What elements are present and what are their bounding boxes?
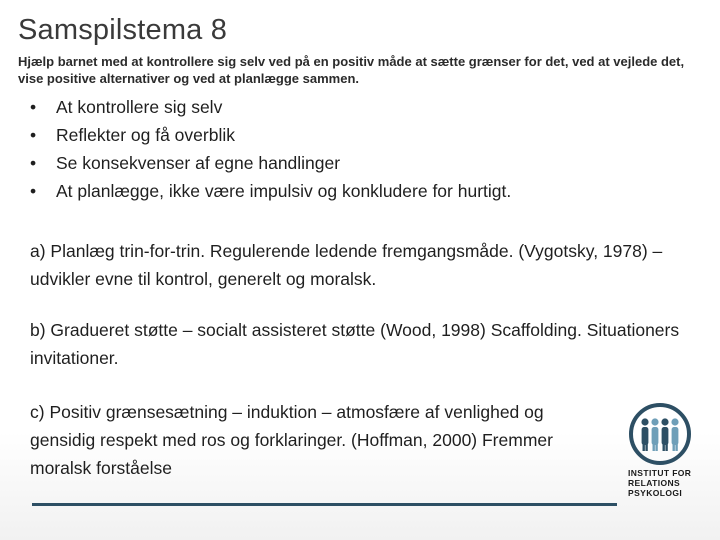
logo-line-2: RELATIONS: [628, 478, 681, 488]
paragraph-c: c) Positiv grænsesætning – induktion – atmosfære af venlighed og gensidig respekt med ros og forklaringer. (Hoffman, 2000) Fremmer moralsk forståelse: [30, 402, 553, 478]
institute-logo: [628, 402, 698, 498]
bullet-list: [30, 93, 511, 205]
bullet-dot: •: [30, 125, 37, 145]
footer-divider: [32, 503, 617, 506]
bullet-text: At planlægge, ikke være impulsiv og konkludere for hurtigt.: [56, 181, 512, 201]
paragraph-b: b) Gradueret støtte – socialt assisteret støtte (Wood, 1998) Scaffolding. Situationers invitationer.: [30, 320, 680, 368]
bullet-item: [30, 177, 511, 205]
bullet-dot: •: [30, 153, 37, 173]
bullet-text: Reflekter og få overblik: [56, 125, 235, 145]
slide-subtitle: Hjælp barnet med at kontrollere sig selv ved på en positiv måde at sætte grænser for det, ved at vejlede det, vise positive alternativer og ved at planlægge sammen.: [18, 54, 685, 86]
bullet-item: [30, 149, 511, 177]
paragraph-a: a) Planlæg trin-for-trin. Regulerende ledende fremgangsmåde. (Vygotsky, 1978) – udvikler evne til kontrol, generelt og moralsk.: [30, 241, 663, 289]
bullet-text: At kontrollere sig selv: [56, 97, 223, 117]
people-circle-logo-icon: [628, 402, 692, 466]
logo-line-3: PSYKOLOGI: [628, 488, 683, 498]
bullet-dot: •: [30, 97, 37, 117]
logo-line-1: INSTITUT FOR: [628, 468, 692, 478]
logo-text: [628, 468, 698, 498]
slide-title: Samspilstema 8: [18, 14, 228, 46]
bullet-item: [30, 93, 511, 121]
bullet-dot: •: [30, 181, 37, 201]
bullet-text: Se konsekvenser af egne handlinger: [56, 153, 341, 173]
bullet-item: [30, 121, 511, 149]
